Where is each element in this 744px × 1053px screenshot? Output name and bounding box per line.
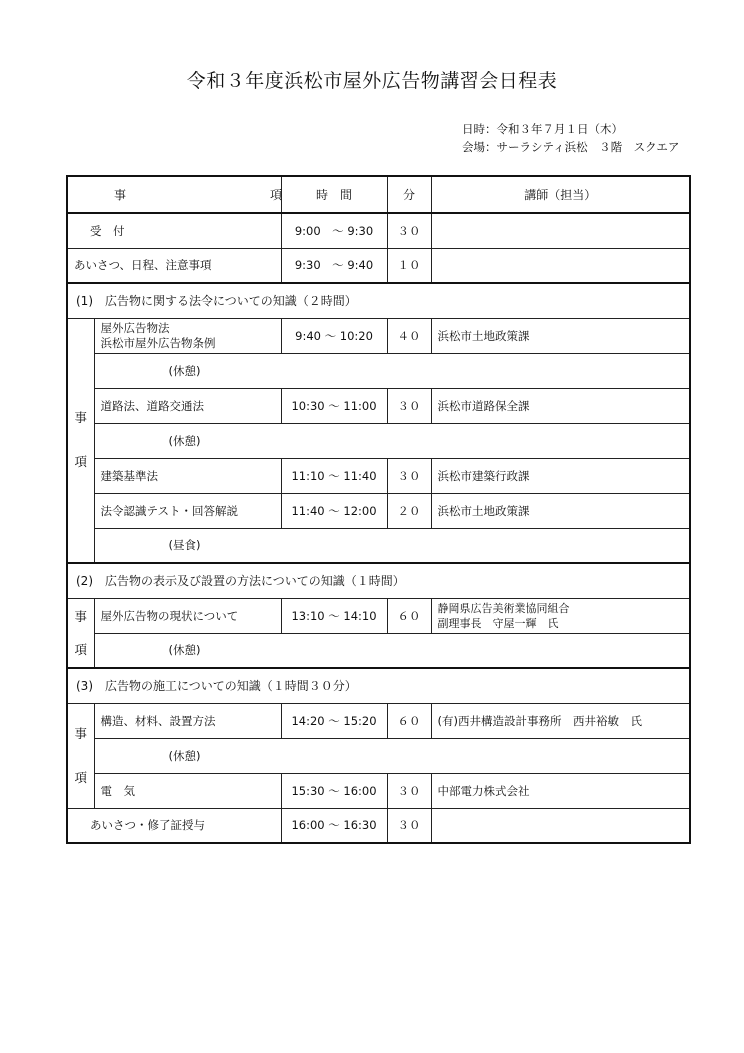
break-row (67, 423, 690, 458)
lunch-label: (昼食) (94, 528, 690, 563)
page-title: 令和３年度浜松市屋外広告物講習会日程表 (186, 70, 558, 92)
side-label: 事 項 (67, 318, 94, 563)
break-row (67, 633, 690, 668)
header-row (67, 176, 690, 213)
table-row (67, 703, 690, 738)
section2-heading: (2) 広告物の表示及び設置の方法についての知識（１時間） (67, 563, 690, 598)
header-instructor: 講師（担当） (431, 176, 690, 213)
time-cell: 16:00 ～ 16:30 (281, 808, 387, 843)
time-cell: 9:30 ～ 9:40 (281, 248, 387, 283)
item-cell: 建築基準法 (94, 458, 281, 493)
instructor-cell: 浜松市建築行政課 (431, 458, 690, 493)
time-cell: 11:10 ～ 11:40 (281, 458, 387, 493)
item-line: 浜松市屋外広告物条例 (100, 335, 216, 350)
table-row (67, 318, 690, 353)
break-label: (休憩) (94, 633, 690, 668)
instructor-cell (431, 248, 690, 283)
table-row (67, 213, 690, 248)
event-venue: 会場：サーラシティ浜松 ３階 スクエア (462, 140, 680, 154)
event-date: 日時：令和３年７月１日（木） (462, 122, 623, 136)
table-row (67, 458, 690, 493)
side-label: 事 項 (67, 703, 94, 808)
item-greeting: あいさつ、日程、注意事項 (67, 248, 281, 283)
item-cell: 屋外広告物の現状について (94, 598, 281, 633)
instructor-line: 副理事長 守屋一輝 氏 (437, 616, 559, 630)
time-cell: 10:30 ～ 11:00 (281, 388, 387, 423)
section1-heading: (1) 広告物に関する法令についての知識（２時間） (67, 283, 690, 318)
instructor-cell: 中部電力株式会社 (431, 773, 690, 808)
table-row (67, 773, 690, 808)
break-row (67, 528, 690, 563)
table-row (67, 493, 690, 528)
minutes-cell: ３０ (387, 773, 431, 808)
time-cell: 13:10 ～ 14:10 (281, 598, 387, 633)
time-cell: 9:00 ～ 9:30 (281, 213, 387, 248)
header-item: 事 項 (67, 176, 281, 213)
table-row (67, 388, 690, 423)
instructor-cell (431, 598, 690, 633)
break-label: (休憩) (94, 353, 690, 388)
section3-heading: (3) 広告物の施工についての知識（１時間３０分） (67, 668, 690, 703)
instructor-cell: (有)西井構造設計事務所 西井裕敏 氏 (431, 703, 690, 738)
instructor-cell: 浜松市土地政策課 (431, 493, 690, 528)
item-cell: 法令認識テスト・回答解説 (94, 493, 281, 528)
section-heading-row (67, 283, 690, 318)
instructor-cell (431, 808, 690, 843)
side-label: 事 項 (67, 598, 94, 668)
schedule-table (66, 175, 691, 844)
break-label: (休憩) (94, 423, 690, 458)
item-line: 屋外広告物法 (100, 320, 170, 335)
time-cell: 11:40 ～ 12:00 (281, 493, 387, 528)
time-cell: 14:20 ～ 15:20 (281, 703, 387, 738)
table-row (67, 598, 690, 633)
section-heading-row (67, 563, 690, 598)
instructor-line: 静岡県広告美術業協同組合 (437, 601, 570, 615)
minutes-cell: ３０ (387, 388, 431, 423)
minutes-cell: ３０ (387, 213, 431, 248)
minutes-cell: ２０ (387, 493, 431, 528)
item-reception: 受 付 (67, 213, 281, 248)
minutes-cell: ６０ (387, 703, 431, 738)
header-minutes: 分 (387, 176, 431, 213)
minutes-cell: ６０ (387, 598, 431, 633)
item-cell (94, 318, 281, 353)
item-cell: 電 気 (94, 773, 281, 808)
time-cell: 15:30 ～ 16:00 (281, 773, 387, 808)
minutes-cell: ３０ (387, 808, 431, 843)
minutes-cell: ４０ (387, 318, 431, 353)
item-cell: 道路法、道路交通法 (94, 388, 281, 423)
table-row (67, 248, 690, 283)
break-row (67, 738, 690, 773)
instructor-cell (431, 213, 690, 248)
minutes-cell: ３０ (387, 458, 431, 493)
break-label: (休憩) (94, 738, 690, 773)
table-row (67, 808, 690, 843)
instructor-cell: 浜松市道路保全課 (431, 388, 690, 423)
item-closing: あいさつ・修了証授与 (67, 808, 281, 843)
item-cell: 構造、材料、設置方法 (94, 703, 281, 738)
header-time: 時 間 (281, 176, 387, 213)
instructor-cell: 浜松市土地政策課 (431, 318, 690, 353)
break-row (67, 353, 690, 388)
minutes-cell: １０ (387, 248, 431, 283)
time-cell: 9:40 ～ 10:20 (281, 318, 387, 353)
section-heading-row (67, 668, 690, 703)
